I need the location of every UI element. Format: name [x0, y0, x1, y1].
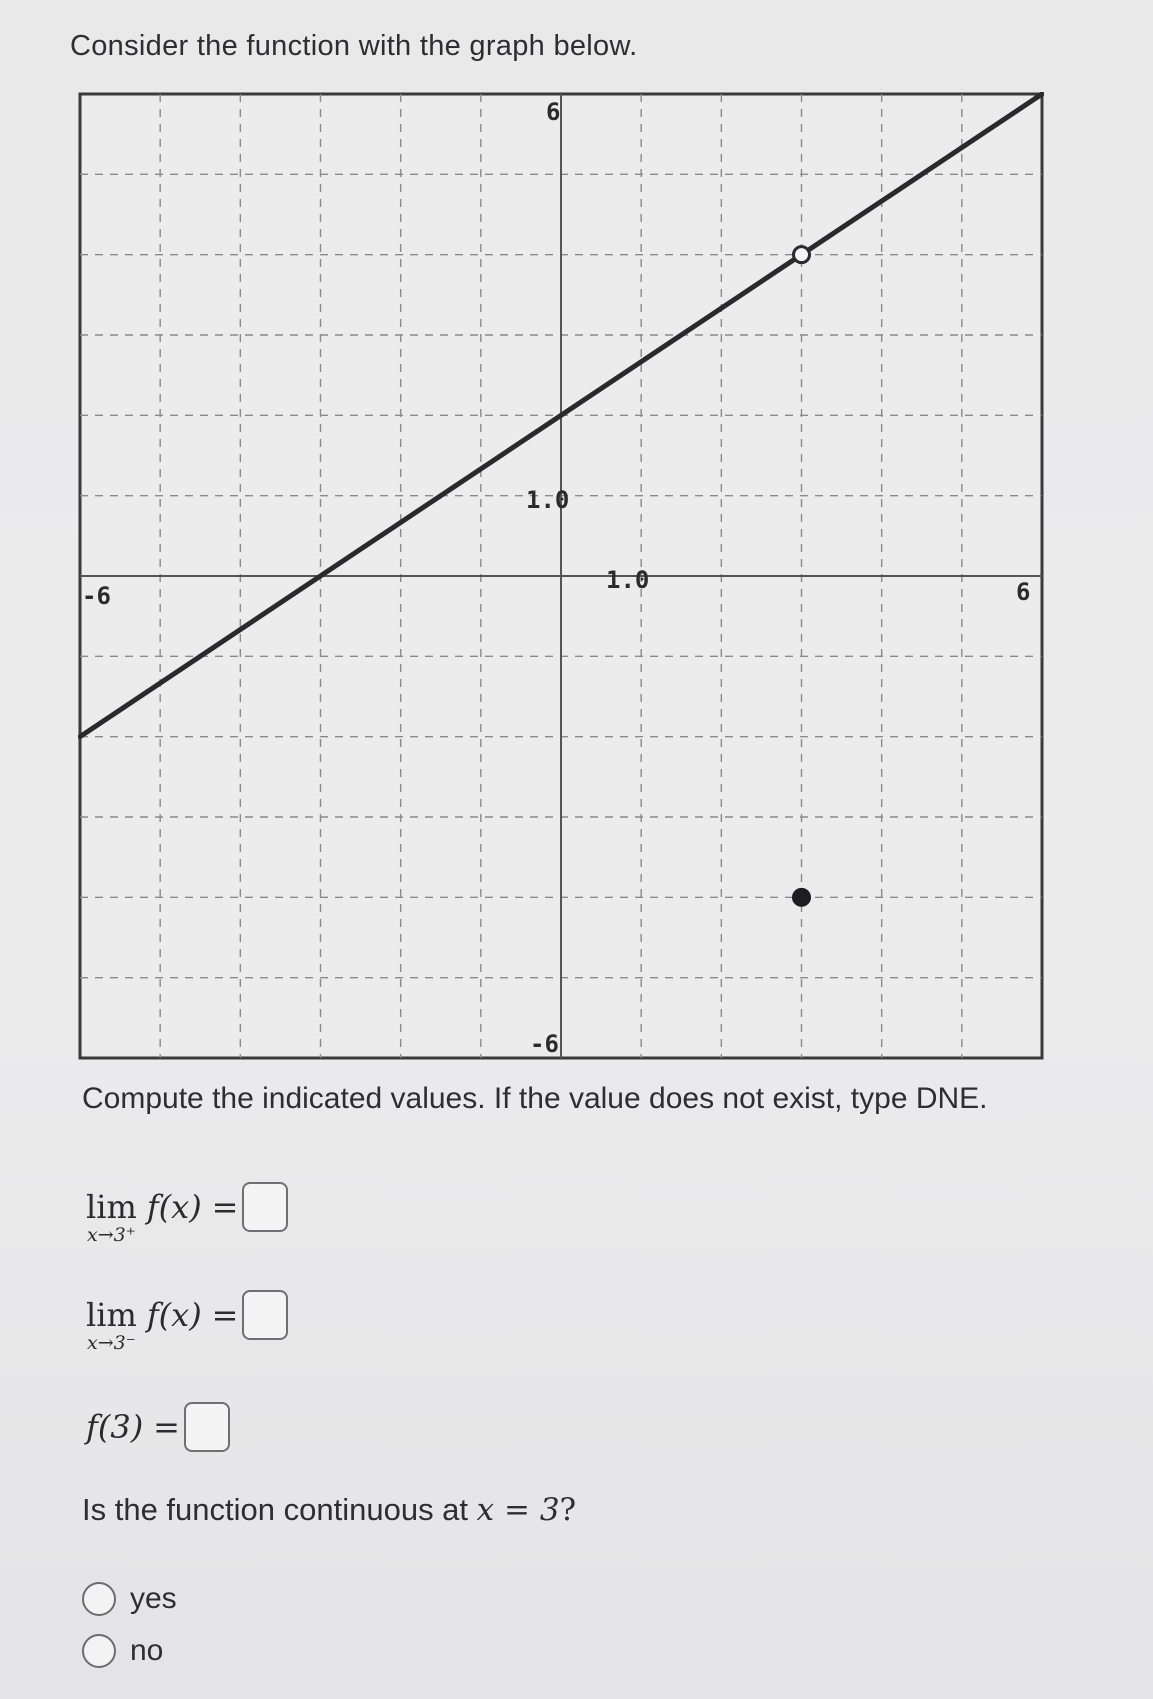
limit-operator: [86, 1190, 137, 1246]
continuity-question-end: ?: [559, 1492, 577, 1528]
lim-subscript: x→3⁻: [87, 1332, 136, 1354]
option-yes[interactable]: [82, 1582, 177, 1616]
y-max-tick-label: 6: [546, 98, 561, 126]
closed-point: [793, 888, 811, 906]
function-value-row: [86, 1410, 230, 1452]
equals-sign: =: [211, 1296, 239, 1334]
lim-word: lim: [86, 1296, 137, 1334]
radio-no[interactable]: [82, 1634, 116, 1668]
x-unit-tick-label: 1.0: [606, 566, 650, 594]
limit-left-answer-input[interactable]: [242, 1290, 288, 1340]
limit-right-answer-input[interactable]: [242, 1182, 288, 1232]
limit-right-row: [86, 1190, 288, 1246]
lim-subscript: x→3⁺: [87, 1224, 136, 1246]
continuity-question-start: Is the function continuous at: [82, 1492, 477, 1527]
limit-expression: f(x): [146, 1296, 202, 1334]
graph-svg: [78, 92, 1044, 1060]
continuity-condition: x = 3: [476, 1492, 560, 1528]
question-title: Consider the function with the graph below.: [70, 30, 638, 62]
option-yes-label: yes: [130, 1582, 177, 1615]
limit-left-row: [86, 1298, 288, 1354]
option-no-label: no: [130, 1634, 164, 1667]
equals-sign: =: [211, 1188, 239, 1226]
function-value-expression: f(3): [86, 1408, 144, 1446]
lim-word: lim: [86, 1188, 137, 1226]
y-min-tick-label: -6: [530, 1030, 559, 1058]
radio-yes[interactable]: [82, 1582, 116, 1616]
continuity-question: [82, 1492, 576, 1528]
equals-sign: =: [153, 1408, 180, 1446]
option-no[interactable]: [82, 1634, 163, 1668]
function-value-answer-input[interactable]: [184, 1402, 230, 1452]
limit-operator: [86, 1298, 137, 1354]
x-min-tick-label: -6: [82, 582, 111, 610]
x-max-tick-label: 6: [1016, 578, 1031, 606]
instructions: Compute the indicated values. If the value does not exist, type DNE.: [82, 1082, 988, 1115]
y-unit-tick-label: 1.0: [526, 486, 570, 514]
function-graph: [78, 92, 1044, 1060]
limit-expression: f(x): [146, 1188, 202, 1226]
open-point: [794, 247, 810, 263]
